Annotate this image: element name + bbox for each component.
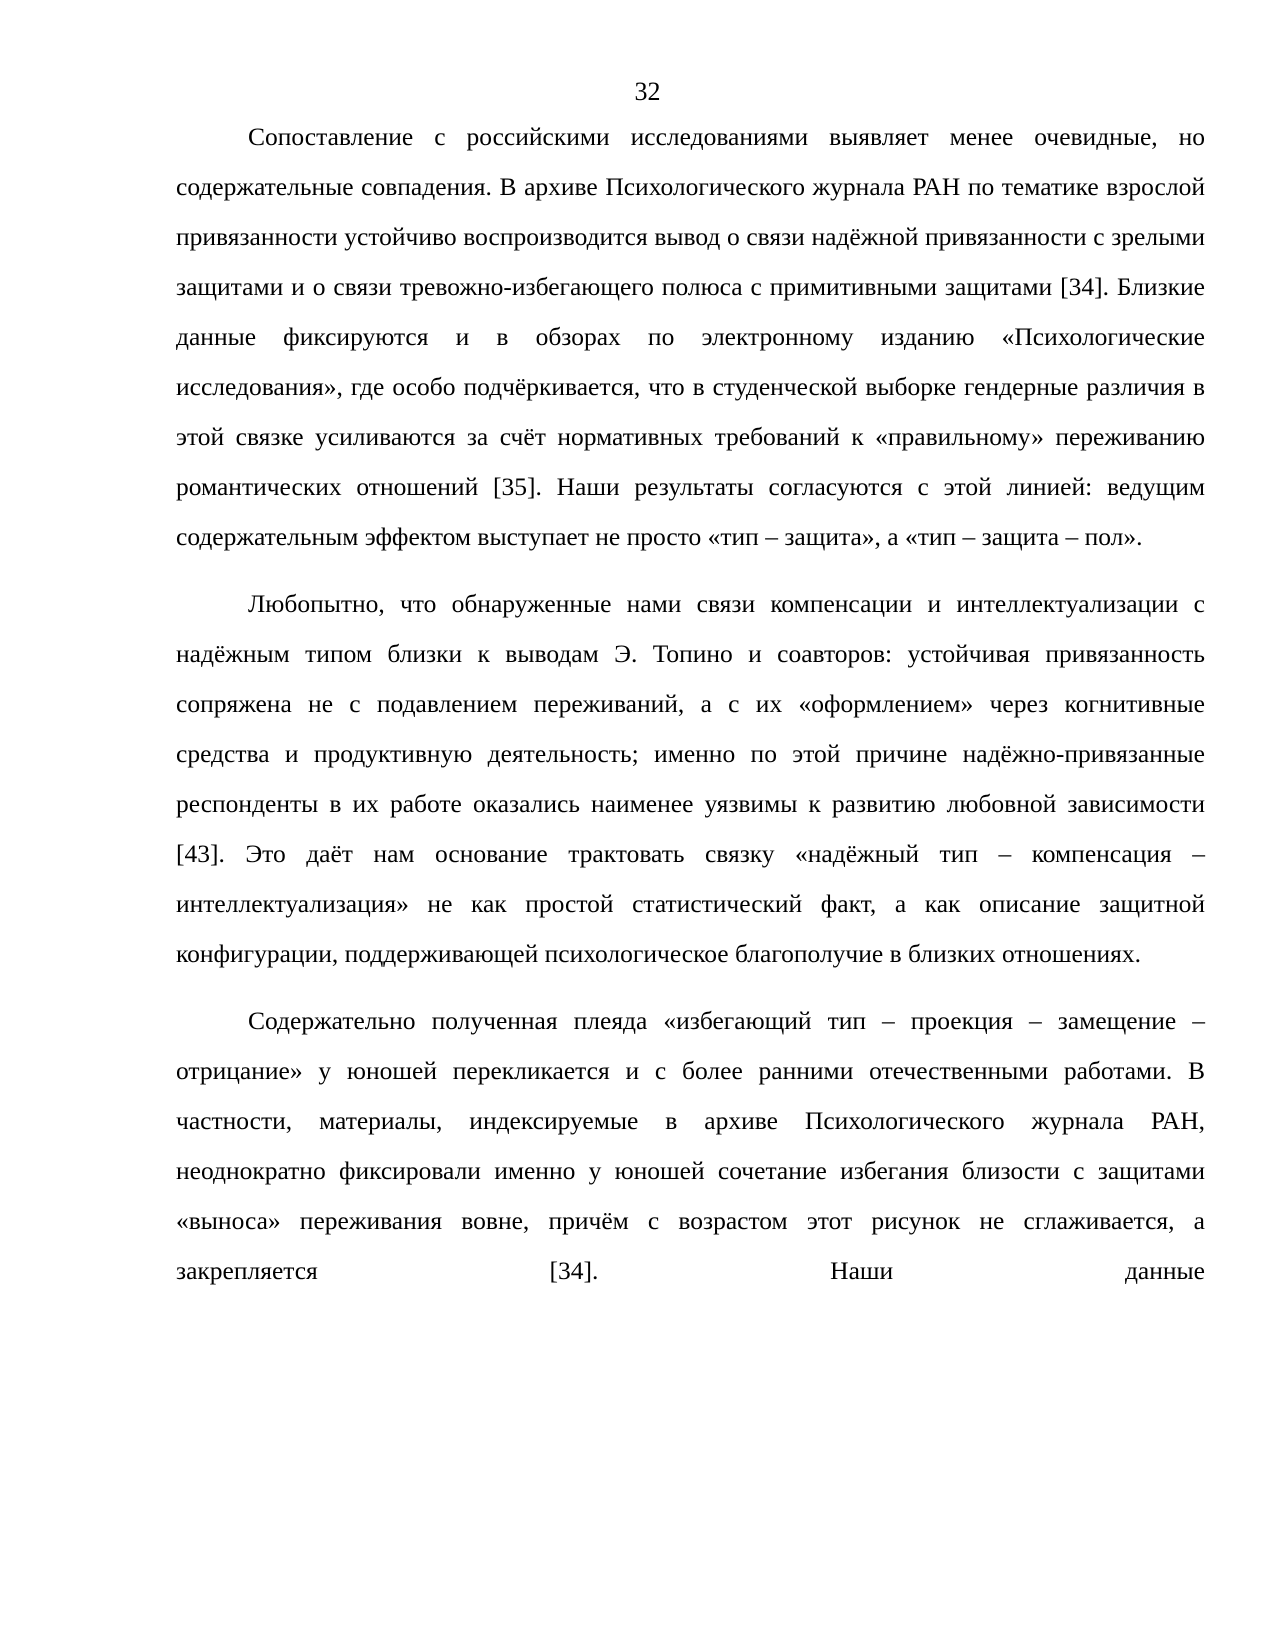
page-number: 32 [634,77,661,106]
document-body [176,112,1205,1313]
paragraph-3: Содержательно полученная плеяда «избегающий тип – проекция – замещение – отрицание» у юношей перекликается и с более ранними отечественными работами. В частности, материалы, индексируемые в архиве Психологического журнала РАН, неоднократно фиксировали именно у юношей сочетание избегания близости с защитами «выноса» переживания вовне, причём с возрастом этот рисунок не сглаживается, а закрепляется [34]. Наши данные [176,1006,1205,1285]
paragraph-1: Сопоставление с российскими исследованиями выявляет менее очевидные, но содержательные совпадения. В архиве Психологического журнала РАН по тематике взрослой привязанности устойчиво воспроизводится вывод о связи надёжной привязанности с зрелыми защитами и о связи тревожно-избегающего полюса с примитивными защитами [34]. Близкие данные фиксируются и в обзорах по электронному изданию «Психологические исследования», где особо подчёркивается, что в студенческой выборке гендерные различия в этой связке усиливаются за счёт нормативных требований к «правильному» переживанию романтических отношений [35]. Наши результаты согласуются с этой линией: ведущим содержательным эффектом выступает не просто «тип – защита», а «тип – защита – пол». [176,122,1205,551]
paragraph-2: Любопытно, что обнаруженные нами связи компенсации и интеллектуализации с надёжным типом близки к выводам Э. Топино и соавторов: устойчивая привязанность сопряжена не с подавлением переживаний, а с их «оформлением» через когнитивные средства и продуктивную деятельность; именно по этой причине надёжно-привязанные респонденты в их работе оказались наименее уязвимы к развитию любовной зависимости [43]. Это даёт нам основание трактовать связку «надёжный тип – компенсация – интеллектуализация» не как простой статистический факт, а как описание защитной конфигурации, поддерживающей психологическое благополучие в близких отношениях. [176,589,1205,968]
